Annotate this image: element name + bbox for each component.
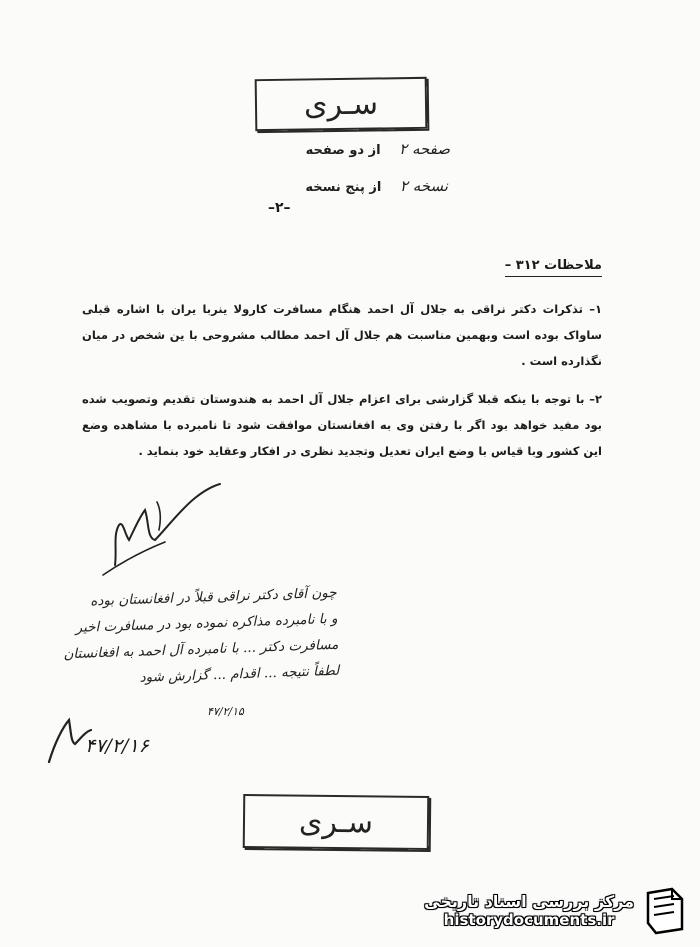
page-number: –۲– (268, 200, 291, 216)
paragraph-1: ۱– تذکرات دکتر نراقی به جلال آل احمد هنگام مسافرت کارولا ینربا یران با اشاره قبلی ساواک بوده است وبهمین مناسبت هم جلال آل احمد مطالب مشروحی با ین شخص در میان نگذارده است . (82, 302, 602, 368)
page-count-handwritten: صفحه ۲ (399, 140, 450, 158)
watermark-title: مرکز بررسی اسناد تاریخی (424, 891, 634, 911)
stamp-top-text: سـری (303, 85, 379, 123)
handwritten-line-4: لطفاً نتیجه ... اقدام ... گزارش شود (139, 662, 340, 686)
copy-count-line (305, 177, 448, 195)
archive-watermark (388, 880, 688, 940)
archive-logo-icon (642, 885, 688, 935)
handwritten-note (36, 580, 339, 694)
handwritten-line-2: و با نامبرده مذاکره نموده بود در مسافرت اخیر (75, 610, 338, 636)
watermark-texts (424, 892, 634, 929)
paragraph-2: ۲– با توجه با ینکه قبلا گزارشی برای اعزام جلال آل احمد به هندوستان تقدیم وتصویب شده بود مفید خواهد بود اگر با رفتن وی به افغانستان موافقت شود تا نامبرده با مشاهده وضع این کشور وبا قیاس با وضع ایران تعدیل وتجدید نظری در افکار وعقاید خود بنماید . (82, 392, 602, 458)
page-count-printed: از دو صفحه (305, 143, 381, 158)
handwritten-line-3: مسافرت دکتر ... با نامبرده آل احمد به افغانستان (63, 636, 339, 663)
copy-count-printed: از پنج نسخه (305, 180, 382, 195)
copy-count-handwritten: نسخه ۲ (399, 177, 448, 195)
page-count-line (306, 140, 450, 158)
classification-stamp-top (255, 77, 428, 131)
classification-stamp-bottom (243, 794, 430, 850)
handwritten-date-large: ۴۷/۲/۱۶ (85, 735, 149, 757)
signature (95, 480, 235, 580)
section-title: ملاحظات ۳۱۲ – (505, 258, 602, 277)
watermark-url: historydocuments.ir (443, 910, 615, 929)
handwritten-date-small: ۴۷/۲/۱۵ (207, 705, 244, 718)
stamp-bottom-text: سـری (298, 804, 374, 840)
handwritten-line-1: چون آقای دکتر نراقی قبلاً در افغانستان بوده (89, 584, 337, 610)
